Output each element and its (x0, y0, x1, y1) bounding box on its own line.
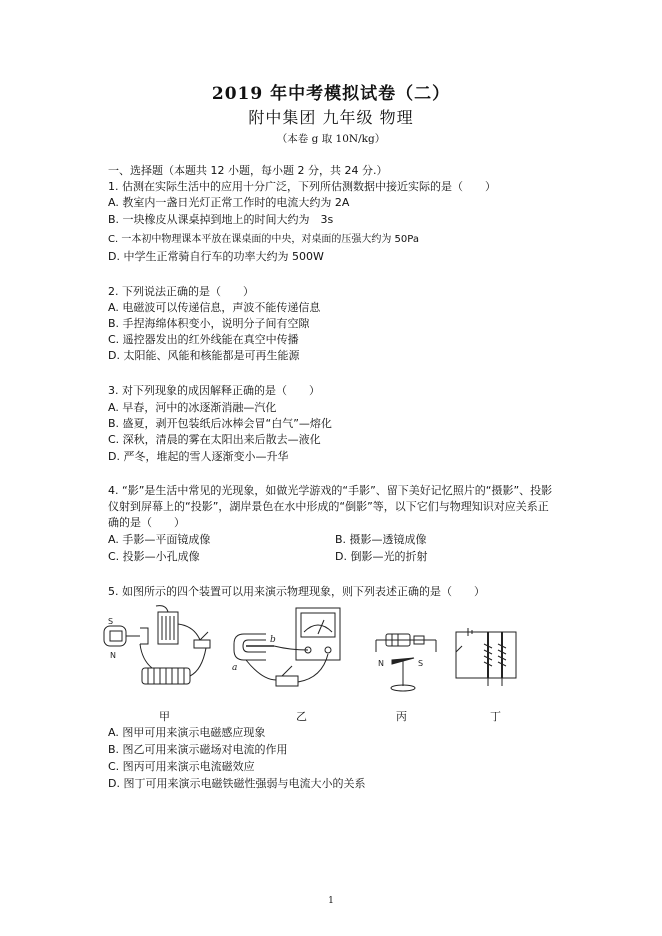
q4-stem-line2: 仪射到屏幕上的“投影”，湖岸景色在水中形成的“倒影”等，以下它们与物理知识对应关系正 (108, 500, 549, 513)
caption-ding: 丁 (490, 710, 501, 723)
section-heading: 一、选择题（本题共 12 小题，每小题 2 分，共 24 分.） (108, 164, 388, 177)
page-note: （本卷 g 取 10N/kg） (276, 133, 386, 145)
q5-option-d: D. 图丁可用来演示电磁铁磁性强弱与电流大小的关系 (108, 777, 366, 790)
q4-option-c: C. 投影—小孔成像 (108, 550, 200, 563)
q1-option-d: D. 中学生正常骑自行车的功率大约为 500W (108, 250, 324, 263)
q2-option-d: D. 太阳能、风能和核能都是可再生能源 (108, 349, 300, 362)
apparatus-ding (456, 628, 516, 686)
q3-option-d: D. 严冬，堆起的雪人逐渐变小—升华 (108, 450, 289, 463)
q2-option-a: A. 电磁波可以传递信息，声波不能传递信息 (108, 301, 321, 314)
page-number: 1 (328, 896, 334, 906)
apparatus-yi (232, 608, 340, 686)
q3-option-a: A. 早春，河中的冰逐渐消融—汽化 (108, 401, 277, 414)
label-s: S (108, 617, 114, 626)
label-n-compass: N (378, 659, 384, 668)
page-title: 2019 年中考模拟试卷（二） (211, 84, 451, 104)
q5-option-b: B. 图乙可用来演示磁场对电流的作用 (108, 743, 288, 756)
caption-jia: 甲 (159, 710, 170, 723)
label-s-compass: S (418, 659, 424, 668)
q1-option-a: A. 教室内一盏日光灯正常工作时的电流大约为 2A (108, 196, 350, 209)
q2-stem: 2. 下列说法正确的是（ ） (108, 285, 254, 298)
q5-option-a: A. 图甲可用来演示电磁感应现象 (108, 726, 266, 739)
apparatus-bing (376, 634, 436, 691)
q5-option-c: C. 图丙可用来演示电流磁效应 (108, 760, 255, 773)
q3-option-b: B. 盛夏，剥开包装纸后冰棒会冒“白气”—熔化 (108, 417, 332, 430)
caption-bing: 丙 (396, 710, 407, 723)
page-subtitle: 附中集团 九年级 物理 (248, 108, 414, 127)
q1-stem: 1. 估测在实际生活中的应用十分广泛，下列所估测数据中接近实际的是（ ） (108, 180, 496, 193)
caption-yi: 乙 (296, 710, 307, 723)
q4-stem-line3: 确的是（ ） (108, 516, 185, 529)
label-a: a (232, 663, 238, 673)
q4-option-d: D. 倒影—光的折射 (335, 550, 428, 563)
q3-stem: 3. 对下列现象的成因解释正确的是（ ） (108, 384, 320, 397)
apparatus-jia (104, 606, 210, 684)
q4-option-b: B. 摄影—透镜成像 (335, 533, 427, 546)
q4-option-a: A. 手影—平面镜成像 (108, 533, 211, 546)
q5-stem: 5. 如图所示的四个装置可以用来演示物理现象，则下列表述正确的是（ ） (108, 585, 485, 598)
q1-option-c: C. 一本初中物理课本平放在课桌面的中央，对桌面的压强大约为 50Pa (108, 234, 419, 245)
q2-option-b: B. 手捏海绵体积变小，说明分子间有空隙 (108, 317, 310, 330)
label-b: b (270, 635, 276, 645)
q4-stem-line1: 4. “影”是生活中常见的光现象，如做光学游戏的“手影”、留下美好记忆照片的“摄影”、投影 (108, 484, 553, 497)
q5-figure (96, 604, 536, 704)
q3-option-c: C. 深秋，清晨的雾在太阳出来后散去—液化 (108, 433, 321, 446)
label-n: N (110, 651, 116, 660)
q1-option-b: B. 一块橡皮从课桌掉到地上的时间大约为 3s (108, 213, 334, 226)
q2-option-c: C. 遥控器发出的红外线能在真空中传播 (108, 333, 299, 346)
